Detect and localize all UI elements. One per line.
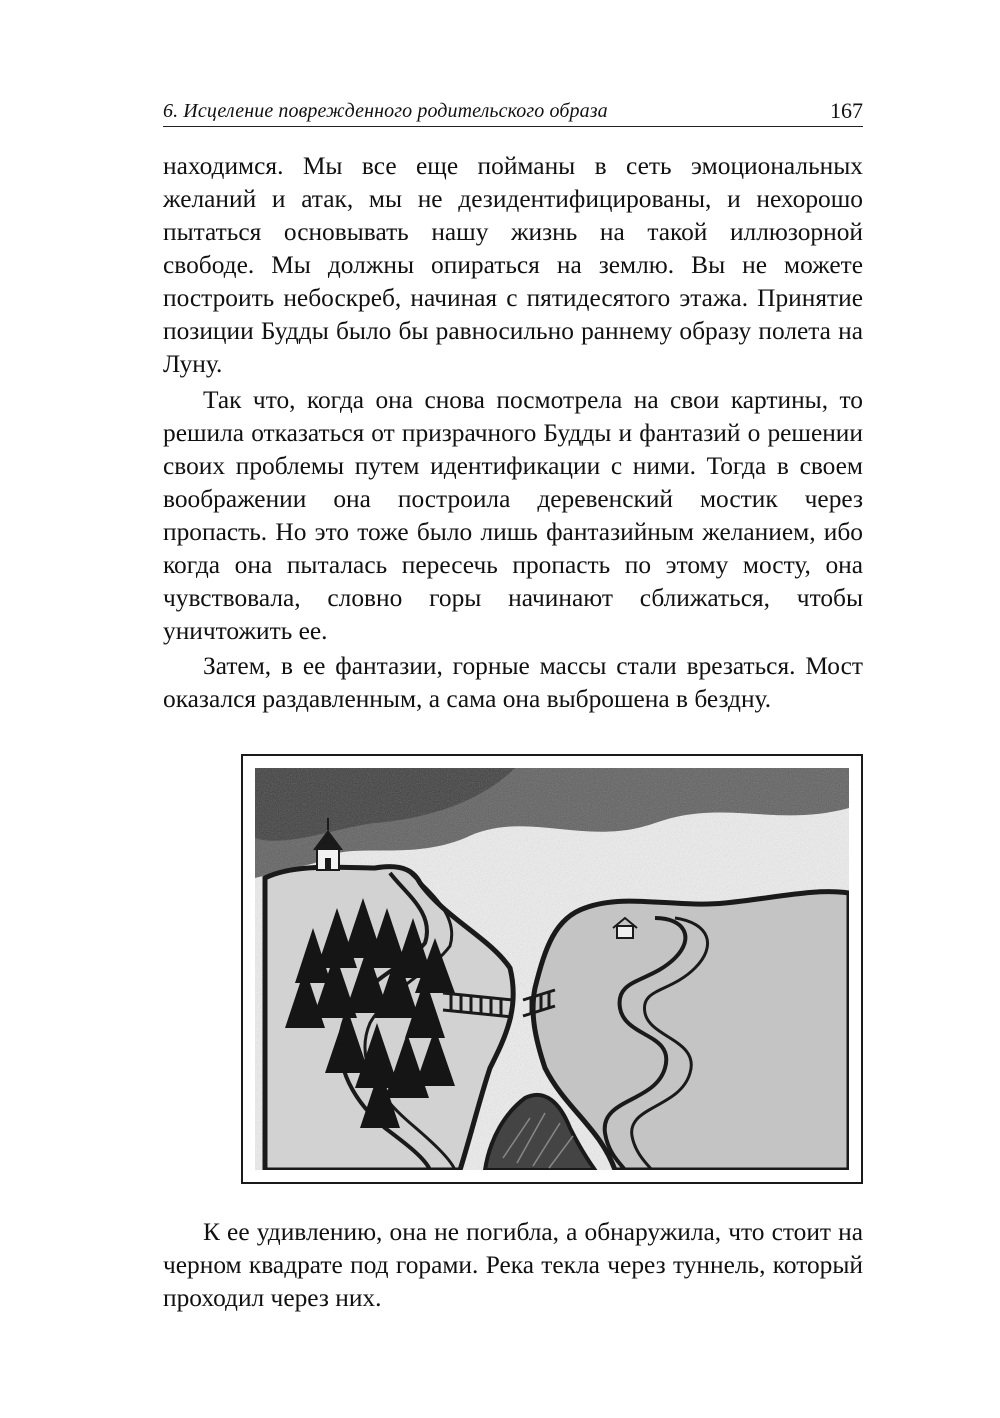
paragraph-1: находимся. Мы все еще пойманы в сеть эмоциональных желаний и атак, мы не дезидентифицированы, и нехорошо пытаться основывать нашу жизнь на такой иллюзорной свободе. Мы должны опираться на землю. Вы не можете построить небоскреб, начиная с пятидесятого этажа. Принятие позиции Будды было бы равносильно раннему образу полета на Луну.	[163, 152, 863, 378]
figure-drawing	[241, 754, 863, 1184]
paragraph-4: К ее удивлению, она не погибла, а обнаружила, что стоит на черном квадрате под горами. Река текла через туннель, который проходил через них.	[163, 1218, 863, 1312]
running-head	[163, 98, 863, 127]
paragraph-3: Затем, в ее фантазии, горные массы стали врезаться. Мост оказался раздавленным, а сама она выброшена в бездну.	[163, 652, 863, 713]
landscape-drawing	[255, 768, 849, 1170]
running-title: 6. Исцеление поврежденного родительского образа	[163, 100, 608, 122]
page-number: 167	[830, 98, 863, 123]
paragraph-2: Так что, когда она снова посмотрела на свои картины, то решила отказаться от призрачного Будды и фантазий о решении своих проблемы путем идентификации с ними. Тогда в своем воображении она построила деревенский мостик через пропасть. Но это тоже было лишь фантазийным желанием, ибо когда она пыталась пересечь пропасть по этому мосту, она чувствовала, словно горы начинают сближаться, чтобы уничтожить ее.	[163, 386, 863, 645]
